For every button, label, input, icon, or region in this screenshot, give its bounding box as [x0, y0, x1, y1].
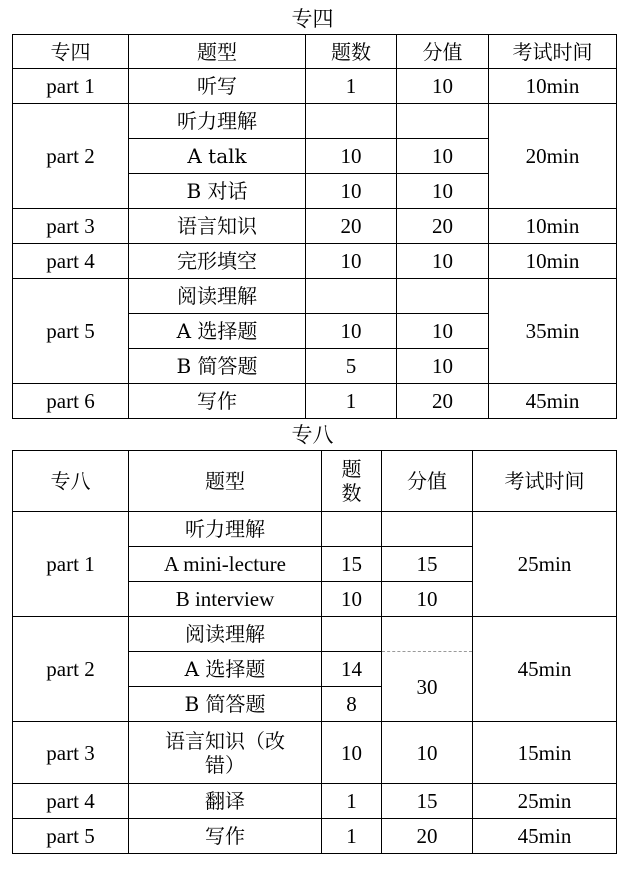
table1-title: 专四	[291, 7, 334, 31]
score-cell: 10	[397, 69, 489, 104]
table-row	[13, 209, 617, 244]
type-cell: 阅读理解	[129, 617, 322, 652]
type-cell: 翻译	[129, 784, 322, 819]
score-cell	[397, 104, 489, 139]
table-row	[13, 819, 617, 854]
header-cell: 分值	[397, 35, 489, 69]
score-cell-blank	[382, 617, 473, 652]
type-cell: 听力理解	[129, 104, 306, 139]
type-cell: B 对话	[129, 174, 306, 209]
count-cell: 1	[306, 69, 397, 104]
count-cell: 14	[322, 652, 382, 687]
count-cell: 10	[306, 174, 397, 209]
type-cell: 听力理解	[129, 512, 322, 547]
table-tem4	[12, 34, 617, 419]
count-cell: 5	[306, 349, 397, 384]
score-cell: 20	[397, 209, 489, 244]
count-cell: 10	[306, 314, 397, 349]
header-cell: 考试时间	[489, 35, 617, 69]
type-cell: A 选择题	[129, 314, 306, 349]
table-row	[13, 617, 617, 652]
header-cell: 题型	[129, 451, 322, 512]
time-cell: 10min	[489, 244, 617, 279]
count-cell: 15	[322, 547, 382, 582]
type-cell: 阅读理解	[129, 279, 306, 314]
table-row	[13, 279, 617, 314]
count-cell: 8	[322, 687, 382, 722]
header-cell: 分值	[382, 451, 473, 512]
count-cell: 10	[322, 722, 382, 784]
type-cell: 写作	[129, 819, 322, 854]
type-cell: 写作	[129, 384, 306, 419]
part-cell: part 2	[13, 617, 129, 722]
header-cell: 专四	[13, 35, 129, 69]
header-line: 数	[341, 481, 362, 505]
table-tem8	[12, 450, 617, 854]
header-cell: 专八	[13, 451, 129, 512]
count-cell	[306, 104, 397, 139]
part-cell: part 3	[13, 209, 129, 244]
table-row	[13, 104, 617, 139]
part-cell: part 1	[13, 69, 129, 104]
time-cell: 45min	[473, 617, 617, 722]
part-cell: part 4	[13, 244, 129, 279]
score-cell: 10	[397, 349, 489, 384]
table-row	[13, 244, 617, 279]
part-cell: part 6	[13, 384, 129, 419]
type-cell: 语言知识	[129, 209, 306, 244]
time-cell: 45min	[489, 384, 617, 419]
table-row	[13, 512, 617, 547]
table-header-row	[13, 35, 617, 69]
part-cell: part 1	[13, 512, 129, 617]
score-cell	[397, 279, 489, 314]
count-cell: 10	[322, 582, 382, 617]
header-line: 题	[341, 457, 362, 481]
score-cell: 15	[382, 784, 473, 819]
type-cell: B interview	[129, 582, 322, 617]
score-cell: 10	[397, 244, 489, 279]
count-cell: 1	[306, 384, 397, 419]
header-cell-count	[322, 451, 382, 512]
count-cell: 1	[322, 819, 382, 854]
part-cell: part 5	[13, 279, 129, 384]
count-cell: 1	[322, 784, 382, 819]
part-cell: part 3	[13, 722, 129, 784]
header-cell: 题型	[129, 35, 306, 69]
score-cell: 15	[382, 547, 473, 582]
time-cell: 45min	[473, 819, 617, 854]
part-cell: part 2	[13, 104, 129, 209]
header-cell: 考试时间	[473, 451, 617, 512]
type-line: 语言知识（改	[165, 728, 285, 753]
count-cell	[322, 617, 382, 652]
type-cell: B 简答题	[129, 349, 306, 384]
table2-title: 专八	[291, 423, 334, 447]
time-cell: 25min	[473, 784, 617, 819]
type-cell: A mini-lecture	[129, 547, 322, 582]
score-cell: 20	[397, 384, 489, 419]
table-row	[13, 722, 617, 784]
table-row	[13, 69, 617, 104]
type-cell-multiline	[129, 722, 322, 784]
count-cell	[322, 512, 382, 547]
type-cell: A talk	[129, 139, 306, 174]
score-cell: 10	[382, 582, 473, 617]
time-cell: 15min	[473, 722, 617, 784]
part-cell: part 5	[13, 819, 129, 854]
header-cell: 题数	[306, 35, 397, 69]
table-row	[13, 384, 617, 419]
score-cell: 10	[397, 314, 489, 349]
time-cell: 35min	[489, 279, 617, 384]
score-cell: 10	[397, 139, 489, 174]
score-cell	[382, 512, 473, 547]
time-cell: 25min	[473, 512, 617, 617]
time-cell: 10min	[489, 209, 617, 244]
type-line: 错）	[205, 752, 245, 777]
time-cell: 20min	[489, 104, 617, 209]
type-cell: A 选择题	[129, 652, 322, 687]
type-cell: 完形填空	[129, 244, 306, 279]
count-cell: 10	[306, 139, 397, 174]
time-cell: 10min	[489, 69, 617, 104]
count-cell: 10	[306, 244, 397, 279]
score-cell: 20	[382, 819, 473, 854]
type-cell: 听写	[129, 69, 306, 104]
score-cell: 10	[382, 722, 473, 784]
count-cell	[306, 279, 397, 314]
part-cell: part 4	[13, 784, 129, 819]
table-header-row	[13, 451, 617, 512]
score-cell: 10	[397, 174, 489, 209]
score-cell-merged: 30	[382, 652, 473, 722]
table-row	[13, 784, 617, 819]
count-cell: 20	[306, 209, 397, 244]
type-cell: B 简答题	[129, 687, 322, 722]
